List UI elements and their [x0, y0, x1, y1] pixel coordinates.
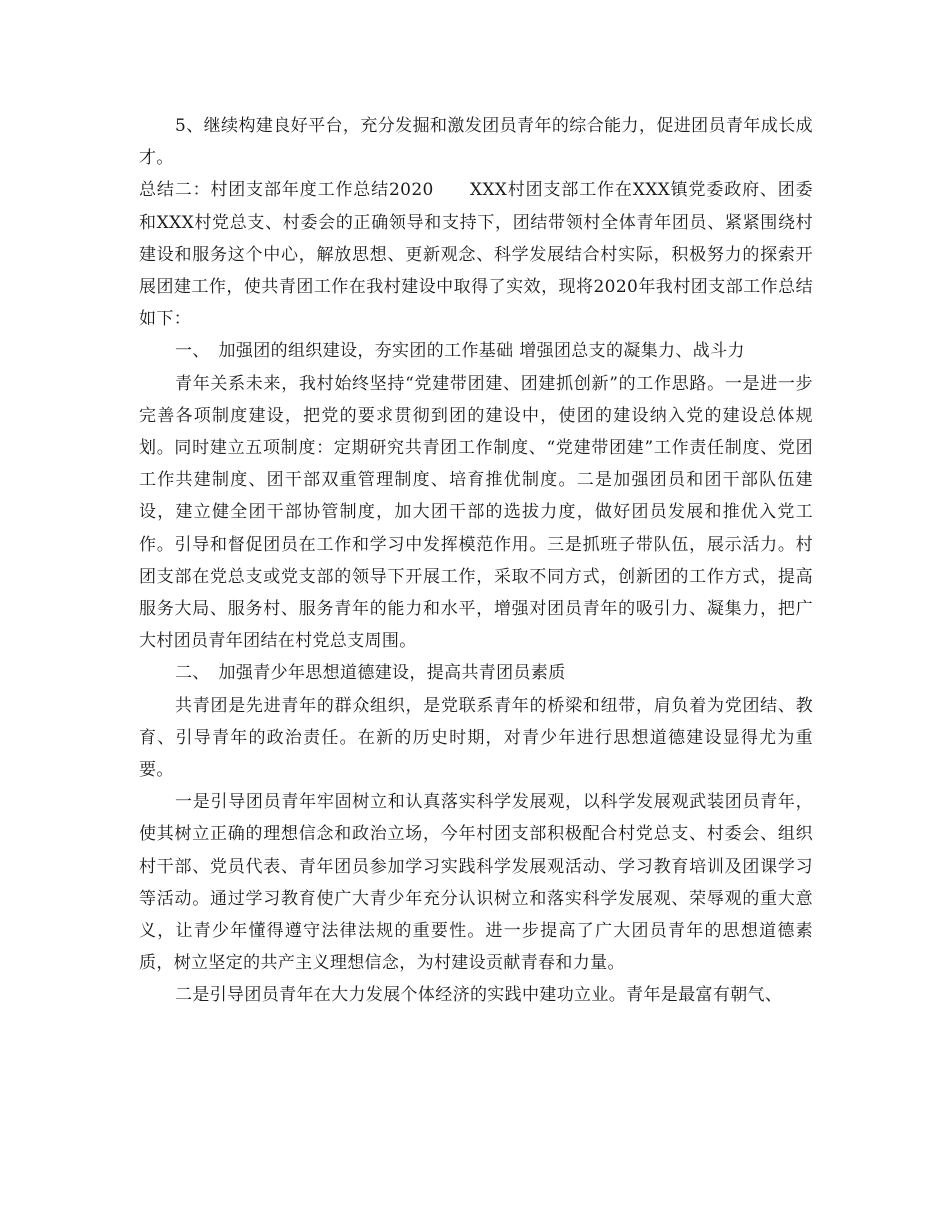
document-page: [139, 110, 813, 1012]
section-heading-2: 二、 加强青少年思想道德建设，提高共青团员素质: [175, 663, 566, 684]
paragraph-item-5: 5、继续构建良好平台，充分发掘和激发团员青年的综合能力，促进团员青年成长成才。: [139, 116, 813, 169]
paragraph-individual-economy: 二是引导团员青年在大力发展个体经济的实践中建功立业。青年是最富有朝气、: [175, 985, 783, 1006]
paragraph-organization-building: 青年关系未来，我村始终坚持“党建带团建、团建抓创新”的工作思路。一是进一步完善各项制度建设，把党的要求贯彻到团的建设中，使团的建设纳入党的建设总体规划。同时建立五项制度：定期研究共青团工作制度、“党建带团建”工作责任制度、党团工作共建制度、团干部双重管理制度、培育推优制度。二是加强团员和团干部队伍建设，建立健全团干部协管制度，加大团干部的选拔力度，做好团员发展和推优入党工作。引导和督促团员在工作和学习中发挥模范作用。三是抓班子带队伍，展示活力。村团支部在党总支或党支部的领导下开展工作，采取不同方式，创新团的工作方式，提高服务大局、服务村、服务青年的能力和水平，增强对团员青年的吸引力、凝集力，把广大村团员青年团结在村党总支周围。: [139, 373, 813, 652]
paragraph-scientific-development: 一是引导团员青年牢固树立和认真落实科学发展观，以科学发展观武装团员青年，使其树立正确的理想信念和政治立场，今年村团支部积极配合村党总支、村委会、组织村干部、党员代表、青年团员参加学习实践科学发展观活动、学习教育培训及团课学习等活动。通过学习教育使广大青少年充分认识树立和落实科学发展观、荣辱观的重大意义，让青少年懂得遵守法律法规的重要性。进一步提高了广大团员青年的思想道德素质，树立坚定的共产主义理想信念，为村建设贡献青春和力量。: [139, 792, 813, 974]
section-heading-1: 一、 加强团的组织建设，夯实团的工作基础 增强团总支的凝集力、战斗力: [175, 341, 745, 362]
paragraph-summary-two-intro: 总结二：村团支部年度工作总结2020 XXX村团支部工作在XXX镇党委政府、团委和XXX村党总支、村委会的正确领导和支持下，团结带领村全体青年团员、紧紧围绕村建设和服务这个中心，解放思想、更新观念、科学发展结合村实际，积极努力的探索开展团建工作，使共青团工作在我村建设中取得了实效，现将2020年我村团支部工作总结如下：: [139, 180, 813, 330]
paragraph-youth-league-role: 共青团是先进青年的群众组织，是党联系青年的桥梁和纽带，肩负着为党团结、教育、引导青年的政治责任。在新的历史时期，对青少年进行思想道德建设显得尤为重要。: [139, 695, 813, 781]
